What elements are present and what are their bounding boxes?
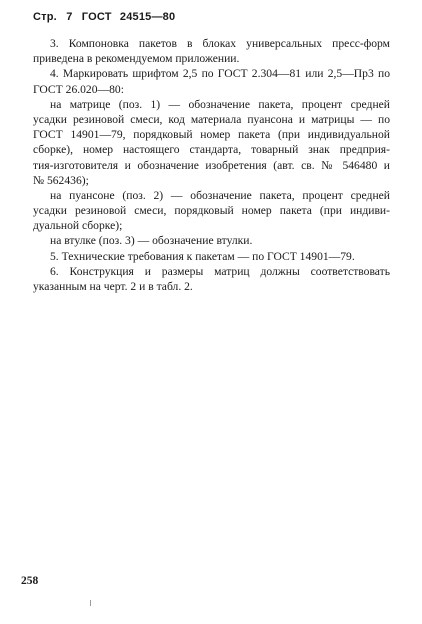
header-standard: ГОСТ (81, 11, 112, 23)
paragraph-5 (33, 249, 390, 264)
text-line: на пуансоне (поз. 2) — обозначение пакета, процент средней (50, 188, 390, 202)
text-line: тия-изготовителя и обозначение изобретения (авт. св. № 546480 и (33, 158, 390, 172)
text-line: № 562436); (33, 173, 89, 187)
paragraph-marking-bushing (33, 233, 390, 248)
paragraph-6 (33, 264, 390, 294)
paragraph-4 (33, 66, 390, 96)
text-line: 6. Конструкция и размеры матриц должны соответствовать (50, 264, 390, 278)
paragraph-marking-punch (33, 188, 390, 234)
page-header (33, 11, 175, 23)
text-line: 3. Компоновка пакетов в блоках универсальных пресс-форм (50, 37, 390, 50)
text-line: ГОСТ 26.020—80: (33, 82, 124, 96)
margin-mark (90, 600, 91, 606)
text-line: усадки резиновой смеси, код материала пуансона и матрицы — по (33, 112, 390, 126)
text-line: сборке), номер настоящего стандарта, товарный знак предприя- (33, 143, 390, 157)
paragraph-marking-die (33, 97, 390, 188)
paragraph-3 (33, 36, 390, 66)
text-line: ГОСТ 14901—79, порядковый номер пакета (при индивидуальной (33, 128, 390, 142)
text-line: дуальной сборке); (33, 219, 123, 233)
text-line: 4. Маркировать шрифтом 2,5 по ГОСТ 2.304—81 или 2,5—Пр3 по (50, 67, 390, 81)
text-line: приведена в рекомендуемом приложении. (33, 52, 240, 66)
text-line: усадки резиновой смеси, порядковый номер пакета (при индиви- (33, 204, 390, 218)
text-line: на матрице (поз. 1) — обозначение пакета, процент средней (50, 97, 390, 111)
text-line: на втулке (поз. 3) — обозначение втулки. (50, 234, 253, 248)
page-number: 258 (21, 575, 39, 587)
header-page-label: Стр. (33, 11, 57, 23)
text-line: 5. Технические требования к пакетам — по ГОСТ 14901—79. (50, 249, 355, 263)
text-line: указанным на черт. 2 и в табл. 2. (33, 280, 193, 293)
header-doc-code: 24515—80 (119, 11, 176, 23)
header-page-number: 7 (66, 11, 73, 23)
body-text (33, 36, 390, 294)
